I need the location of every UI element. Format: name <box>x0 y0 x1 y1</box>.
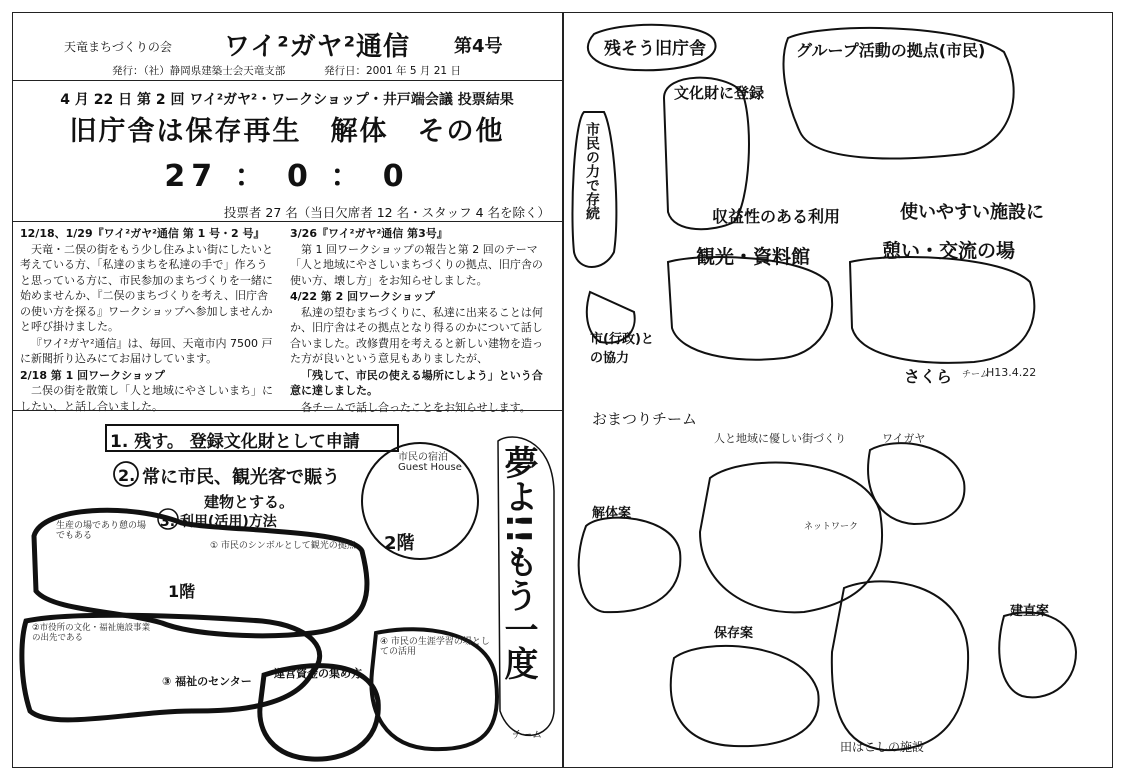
sakura-team-date: H13.4.22 <box>986 366 1037 379</box>
step-3-label: 3. 利用(活用)方法 <box>160 514 277 530</box>
use-item-4: ④ 市民の生涯学習の場としての活用 <box>380 637 490 657</box>
cultural-property-label: 文化財に登録 <box>674 84 765 102</box>
publisher: 発行：（社）静岡県建築士会天竜支部 <box>112 65 286 77</box>
article-emphasis: 「残して、市民の使える場所にしよう」という合意に達しました。 <box>290 368 543 397</box>
funding-label: 運営資金の集め方 <box>274 667 362 680</box>
floor-1-label: 1階 <box>168 582 196 601</box>
vote-headline: 4 月 22 日 第 2 回 ワイ²ガヤ²・ワークショップ・井戸端会議 投票結果 <box>60 92 514 108</box>
sakura-team-name: さくら <box>904 367 953 386</box>
masthead <box>12 12 562 80</box>
org-name: 天竜まちづくりの会 <box>64 40 172 54</box>
team-label: チーム <box>512 730 542 741</box>
article-paragraph: 『ワイ²ガヤ²通信』は、毎回、天竜市内 7500 戸に新聞折り込みにてお届けしています。 <box>20 336 273 365</box>
floor-2-label: 2階 <box>384 533 415 554</box>
use-item-1: ① 市民のシンボルとして観光の拠点 <box>210 541 356 551</box>
newsletter-title: ワイ²ガヤ²通信 <box>224 32 410 62</box>
article-column-left <box>20 226 278 415</box>
article-paragraph: 第 1 回ワークショップの報告と第 2 回のテーマ「人と地域にやさしいまちづくりの拠点、旧庁舎の使い方、壊し方」をお知らせしました。 <box>290 242 543 287</box>
step-2-number: 2. <box>118 466 136 485</box>
article-paragraph: 私達の望むまちづくりに、私達に出来ることは何か、旧庁舎はその拠点となり得るのかについて話し合いました。改修費用を考えると新しい建物を造った方が良いという意見もありましたが、 <box>290 305 543 365</box>
demolish-plan-label: 解体案 <box>592 506 632 521</box>
rest-exchange-label: 憩い・交流の場 <box>882 240 1016 262</box>
citizen-power-label: 市民の力で存続 <box>584 122 600 220</box>
step-2-cont: 建物とする。 <box>204 493 295 511</box>
article-paragraph: 各チームで話し合ったことをお知らせします。 <box>301 400 531 414</box>
facility-label: 田はこしの施設 <box>840 740 925 754</box>
guest-house-label: 市民の宿泊 Guest House <box>398 452 462 473</box>
step-2-label: 常に市民、観光客で賑う <box>142 467 340 488</box>
dream-slogan: 夢よ!!もう一度 <box>498 445 538 681</box>
waigaya-label: ワイガヤ <box>882 432 926 445</box>
people-friendly-label: 人と地域に優しい街づくり <box>714 432 846 445</box>
network-label: ネットワーク <box>804 522 859 532</box>
preserve-plan-label: 保存案 <box>714 626 754 641</box>
museum-label: 観光・資料館 <box>696 246 811 268</box>
article-paragraph: 二俣の街を散策し「人と地域にやさしいまち」にしたい、と話し合いました。 <box>20 384 273 413</box>
easy-facility-label: 使いやすい施設に <box>900 202 1044 223</box>
omatsuri-team-label: おまつりチーム <box>592 410 698 428</box>
article-heading: 3/26『ワイ²ガヤ²通信 第3号』 <box>290 227 448 240</box>
step-1-label: 1. 残す。 登録文化財として申請 <box>110 432 360 452</box>
rebuild-plan-label: 建直案 <box>1010 604 1050 619</box>
article-heading: 12/18、1/29『ワイ²ガヤ²通信 第 1 号・2 号』 <box>20 227 265 240</box>
vote-options: 旧庁舎は保存再生 解体 その他 <box>69 116 505 147</box>
voter-count: 投票者 27 名（当日欠席者 12 名・スタッフ 4 名を除く） <box>223 205 550 220</box>
blob-production-label: 生産の場であり憩の場でもある <box>56 521 147 541</box>
sakura-team-word: チーム <box>962 370 990 380</box>
city-cooperation-label: 市(行政)との協力 <box>590 332 654 366</box>
use-item-3: ③ 福祉のセンター <box>162 675 252 688</box>
publish-date: 発行日：2001 年 5 月 21 日 <box>324 65 461 77</box>
keep-old-hall-label: 残そう旧庁舎 <box>604 39 706 59</box>
dream-team-sketch <box>12 410 562 769</box>
article-column-right <box>290 226 548 416</box>
profit-use-label: 収益性のある利用 <box>712 207 841 226</box>
article-heading: 4/22 第 2 回ワークショップ <box>290 290 435 303</box>
left-page <box>12 12 562 768</box>
use-item-2: ②市役所の文化・福祉施設事業の出先である <box>32 623 151 643</box>
article-paragraph: 天竜・二俣の街をもう少し住みよい街にしたいと考えている方、「私達のまちを私達の手で」作ろうと思っている方に、市民参加のまちづくりを一緒に始めませんか、『二俣のまちづくりを考え、旧庁舎の使い方を探る』ワークショップへ参加しませんかと呼び掛けました。 <box>20 242 273 333</box>
vote-result-box <box>12 80 562 222</box>
issue-number: 第4号 <box>454 36 503 57</box>
right-page <box>564 12 1113 768</box>
vote-tally: 27 ： 0 ： 0 <box>164 159 410 194</box>
article-heading: 2/18 第 1 回ワークショップ <box>20 368 165 382</box>
group-activity-label: グループ活動の拠点(市民) <box>796 41 986 60</box>
mindmap-ink-lines <box>564 12 1113 768</box>
